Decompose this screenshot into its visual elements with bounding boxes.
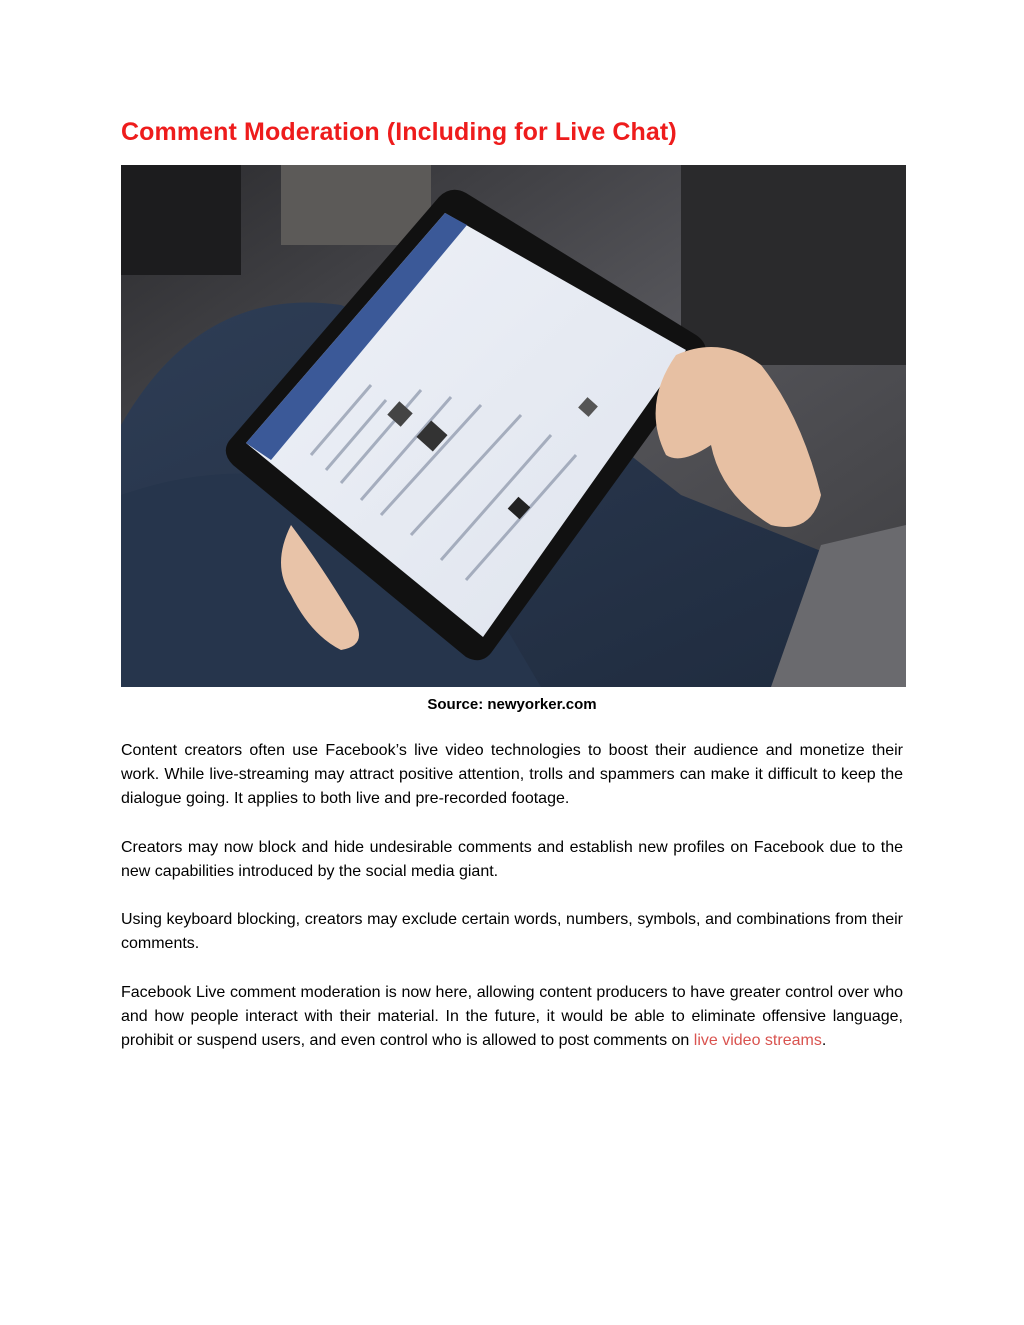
paragraph-4 bbox=[121, 981, 903, 1053]
paragraph-1: Content creators often use Facebook’s live video technologies to boost their audience and monetize their work. While live-streaming may attract positive attention, trolls and spammers can make it difficult to keep the dialogue going. It applies to both live and pre-recorded footage. bbox=[121, 742, 903, 807]
paragraph-3: Using keyboard blocking, creators may exclude certain words, numbers, symbols, and combinations from their comments. bbox=[121, 911, 903, 952]
paragraph-4-end: . bbox=[821, 1032, 827, 1049]
page-title: Comment Moderation (Including for Live Chat) bbox=[121, 118, 677, 146]
tablet-photo bbox=[121, 165, 906, 687]
image-caption: Source: newyorker.com bbox=[427, 696, 597, 713]
paragraph-2: Creators may now block and hide undesirable comments and establish new profiles on Facebook due to the new capabilities introduced by the social media giant. bbox=[121, 839, 903, 880]
live-video-streams-link[interactable]: live video streams bbox=[693, 1032, 822, 1049]
tablet-illustration bbox=[121, 165, 906, 687]
paragraph-4-text: Facebook Live comment moderation is now here, allowing content producers to have greater control over who and how people interact with their material. In the future, it would be able to eliminate offensive language, prohibit or suspend users, and even control who is allowed to post comments on bbox=[121, 984, 903, 1049]
